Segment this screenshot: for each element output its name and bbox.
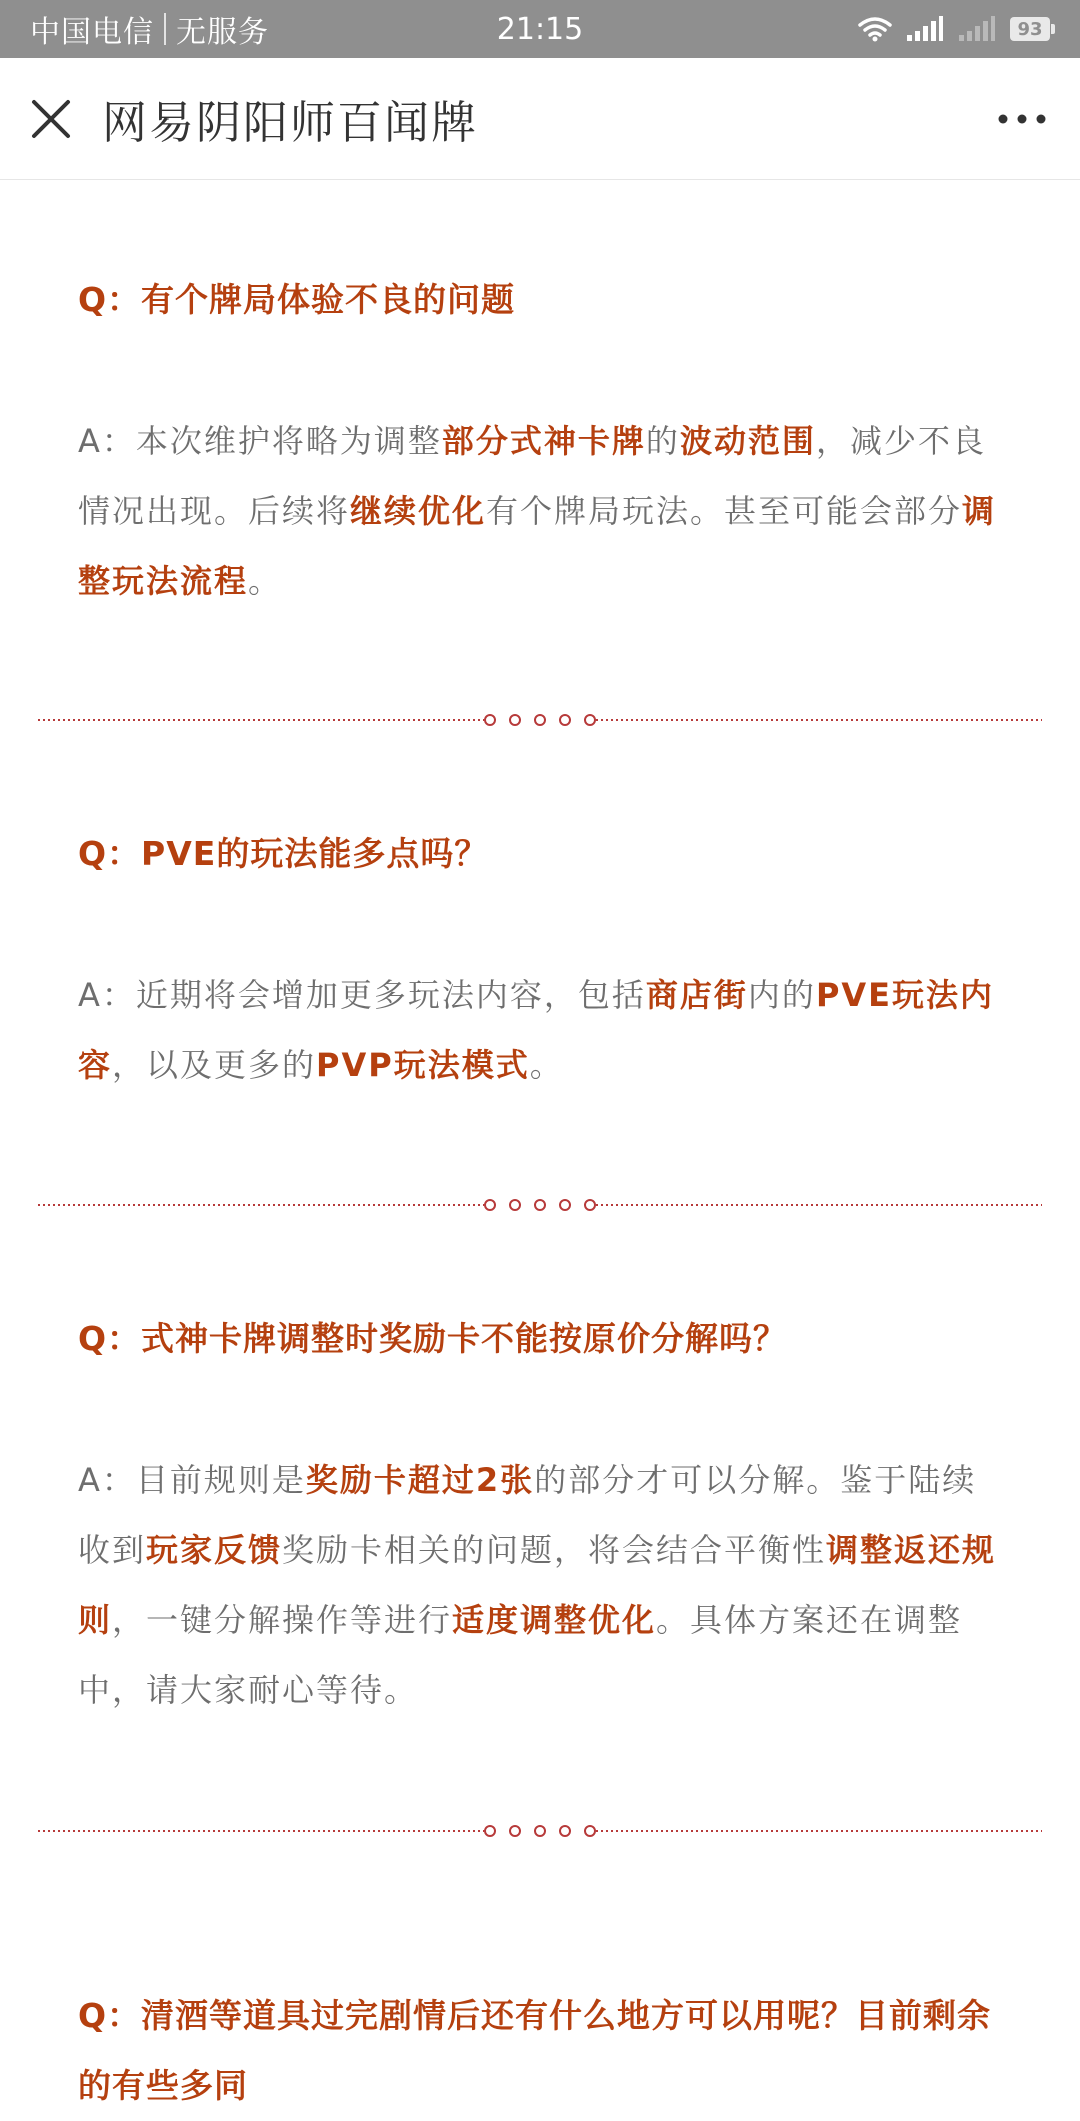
battery-level: 93 [1017,18,1043,40]
question-text: Q：清酒等道具过完剧情后还有什么地方可以用呢？目前剩余的有些多同 [78,1996,992,2105]
answer-text-run: A：目前规则是 [78,1461,306,1499]
more-options-button[interactable] [990,96,1054,142]
battery-icon [1010,17,1050,41]
question-text: Q：有个牌局体验不良的问题 [78,280,516,319]
answer-text-run: A：本次维护将略为调整 [78,422,442,460]
qa-item [78,1981,1002,2121]
ornament-divider [38,1821,1042,1841]
status-time: 21:15 [496,11,584,47]
highlighted-text: 部分式神卡牌 [441,422,646,460]
ornament-divider [38,710,1042,730]
answer-text-run: 内的 [747,976,816,1014]
answer-text-run: 。 [248,562,283,600]
status-separator [164,13,166,45]
wifi-icon [858,16,892,42]
page-title: 网易阴阳师百闻牌 [102,95,479,149]
qa-item [78,406,1002,616]
highlighted-text: 适度调整优化 [452,1601,657,1639]
status-bar [0,0,1080,58]
more-dots-icon [997,113,1047,125]
highlighted-text: 商店街 [645,976,748,1014]
service-label: 无服务 [176,15,269,50]
highlighted-text: 玩家反馈 [146,1531,283,1569]
qa-item [78,960,1002,1100]
answer-text-run: ，减少不良情况出现。后续将 [78,422,986,530]
status-left [30,7,269,51]
highlighted-text: PVE玩法内容 [78,976,995,1084]
answer-text-run: 的 [645,422,680,460]
qa-item [78,832,1002,876]
highlighted-text: 波动范围 [679,422,816,460]
answer-text-run: 有个牌局玩法。甚至可能会部分 [486,492,963,530]
close-icon [31,99,71,139]
highlighted-text: 调整返还规则 [78,1531,997,1639]
highlighted-text: 继续优化 [350,492,487,530]
answer-text [78,1445,1002,1725]
status-right [858,16,1050,42]
signal-icon [906,16,944,42]
answer-text [78,406,1002,616]
signal-secondary-icon [958,16,996,42]
answer-text [78,960,1002,1100]
question-text: Q：式神卡牌调整时奖励卡不能按原价分解吗？ [78,1319,788,1358]
answer-text-run: ，一键分解操作等进行 [112,1601,453,1639]
close-button[interactable] [26,94,76,144]
highlighted-text: 调整玩法流程 [78,492,997,600]
answer-text-run: 。 [529,1046,564,1084]
highlighted-text: PVP玩法模式 [316,1046,530,1084]
answer-text-run: 奖励卡相关的问题，将会结合平衡性 [282,1531,827,1569]
carrier-label: 中国电信 [30,15,154,50]
answer-text-run: 的部分才可以分解。鉴于陆续收到 [78,1461,977,1569]
question-text: Q：PVE的玩法能多点吗？ [78,834,489,873]
ornament-divider [38,1195,1042,1215]
answer-text-run: 。具体方案还在调整中，请大家耐心等待。 [78,1601,963,1709]
answer-text-run: ，以及更多的 [112,1046,317,1084]
answer-text-run: A：近期将会增加更多玩法内容，包括 [78,976,646,1014]
nav-bar [0,58,1080,180]
qa-item [78,1317,1002,1361]
highlighted-text: 奖励卡超过2张 [305,1461,535,1499]
qa-item [78,1445,1002,1725]
qa-item [78,278,1002,322]
